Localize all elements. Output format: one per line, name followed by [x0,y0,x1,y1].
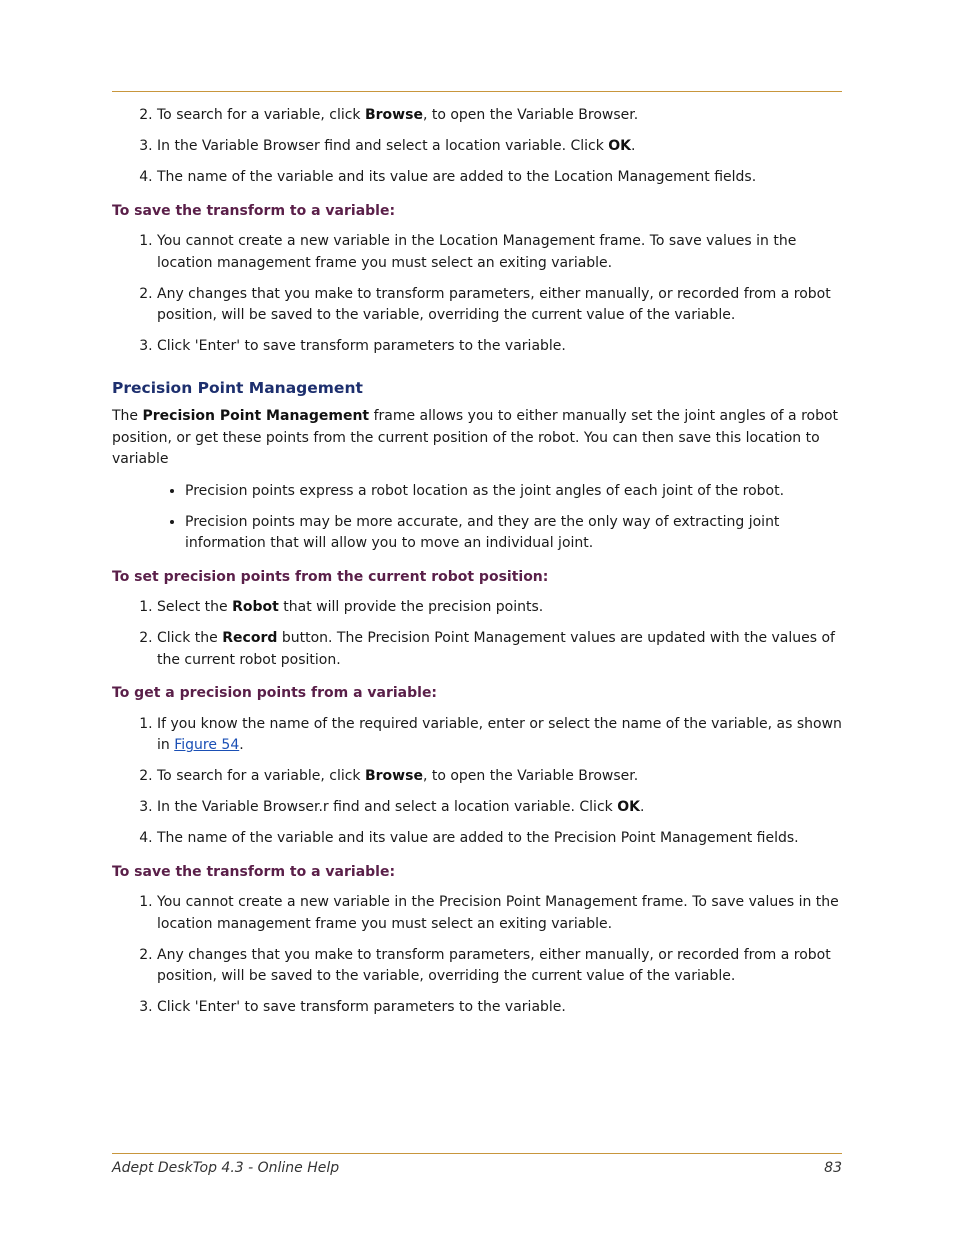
list-item [157,136,842,158]
text: Click the [157,630,223,646]
get-precision-steps [112,714,842,850]
set-precision-steps [112,597,842,671]
text: The [112,408,143,424]
text: To search for a variable, click [157,107,365,123]
footer-rule [112,1153,842,1154]
text: that will provide the precision points. [278,599,544,615]
text: , to open the Variable Browser. [422,107,639,123]
bold-text: Record [222,630,278,646]
procedure-heading: To get a precision points from a variable: [112,685,438,701]
list-item: 3. Click 'Enter' to save transform parameters to the variable. [157,336,842,358]
save-steps-list-2 [112,892,842,1019]
bullet-list [112,481,842,555]
text: frame allows you to either manually set the joint angles of a robot position, or get these points from the current position of the robot. You can then save this location to variable [112,408,839,467]
text: In the Variable Browser find and select a location variable. Click [157,138,609,154]
page-number: 83 [824,1160,842,1176]
list-item: 2. Any changes that you make to transform parameters, either manually, or recorded from a robot position, will be saved to the variable, overriding the current value of the variable. [157,945,842,988]
text: Select the [157,599,233,615]
bold-text: Robot [232,599,279,615]
text: To search for a variable, click [157,768,365,784]
section-heading: Precision Point Management [112,378,363,397]
bold-text: OK [608,138,632,154]
text: In the Variable Browser.r find and select a location variable. Click [157,799,618,815]
text: . [639,799,645,815]
bold-text: OK [617,799,640,815]
procedure-heading: To save the transform to a variable: [112,863,396,880]
text: button. The Precision Point Management values are updated with the values of the current robot position. [157,630,835,668]
steps-list-continued [112,105,842,189]
list-item [157,628,842,671]
list-item [157,797,842,819]
list-item [157,714,842,757]
text: , to open the Variable Browser. [422,768,639,784]
list-item [157,105,842,127]
figure-54-link[interactable]: Figure 54 [174,737,240,753]
list-item: 2. Any changes that you make to transform parameters, either manually, or recorded from a robot position, will be saved to the variable, overriding the current value of the variable. [157,284,842,327]
list-item: 1. You cannot create a new variable in the Precision Point Management frame. To save values in the location management frame you must select an exiting variable. [157,892,842,935]
list-item: 1. You cannot create a new variable in the Location Management frame. To save values in the location management frame you must select an exiting variable. [157,231,842,274]
procedure-heading: To save the transform to a variable: [112,202,396,219]
bullet-item: • Precision points may be more accurate, and they are the only way of extracting joint information that will allow you to move an individual joint. [185,512,842,555]
list-item [157,597,842,619]
header-rule [112,91,842,92]
procedure-heading: To set precision points from the current robot position: [112,568,549,585]
list-item: 3. Click 'Enter' to save transform parameters to the variable. [157,997,842,1019]
bold-text: Browse [364,107,423,123]
section-intro [112,406,842,471]
save-steps-list [112,231,842,358]
text: . [239,737,244,753]
bold-text: Browse [364,768,423,784]
footer-title: Adept DeskTop 4.3 - Online Help [112,1160,340,1176]
page-content [112,105,842,1028]
list-item [157,766,842,788]
text: . [631,138,636,154]
list-item [157,167,842,189]
bullet-item: • Precision points express a robot location as the joint angles of each joint of the robot. [185,481,842,503]
text: If you know the name of the required variable, enter or select the name of the variable, as shown in [157,715,842,753]
list-item: 4. The name of the variable and its value are added to the Precision Point Management fields. [157,828,842,850]
bold-text: Precision Point Management [142,408,370,424]
text: The name of the variable and its value are added to the Location Management fields. [157,169,757,185]
